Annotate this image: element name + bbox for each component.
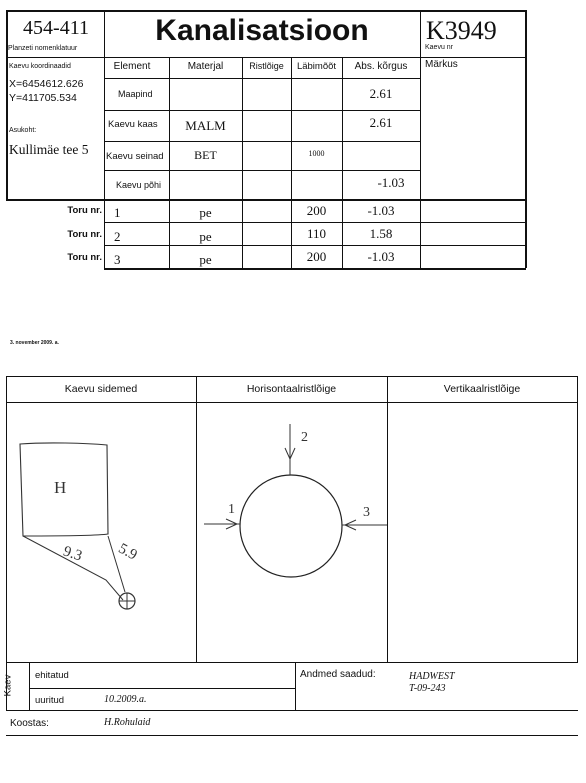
pipe-number: 3 <box>114 252 121 267</box>
section-connections-title: Kaevu sidemed <box>64 383 138 395</box>
date-note: 3. november 2009. a. <box>10 340 59 346</box>
row-element-label: Maapind <box>118 89 153 99</box>
row-height-value: 2.61 <box>369 115 393 130</box>
pipe-diameter: 110 <box>306 226 327 241</box>
data-from-company: HADWEST <box>409 671 455 682</box>
row-height-value: -1.03 <box>377 175 405 190</box>
location-label: Asukoht: <box>9 127 37 134</box>
pipe-label: Toru nr. <box>67 252 102 263</box>
pipe-material: pe <box>199 205 212 220</box>
row-element-label: Kaevu kaas <box>108 119 158 130</box>
row-diameter-value: 1000 <box>308 149 325 158</box>
col-element: Element <box>113 61 151 72</box>
footer-side-label: Kaev <box>2 674 14 697</box>
inspected-value: 10.2009.a. <box>104 694 147 705</box>
row-element-label: Kaevu põhi <box>116 180 162 190</box>
inspected-label: uuritud <box>35 695 65 706</box>
built-label: ehitatud <box>35 670 69 681</box>
connections-sketch <box>6 402 196 662</box>
pipe-material: pe <box>199 252 212 267</box>
pipe-height: -1.03 <box>367 249 395 264</box>
page-title: Kanalisatsioon <box>155 14 369 47</box>
compiled-label: Koostas: <box>10 718 49 729</box>
pipe-height: 1.58 <box>369 226 393 241</box>
data-from-code: T-09-243 <box>409 683 446 694</box>
pipe-label: Toru nr. <box>67 205 102 216</box>
section-vertical-title: Vertikaalristlõige <box>443 383 521 395</box>
coords-label: Kaevu koordinaadid <box>9 63 71 70</box>
pipe-diameter: 200 <box>306 203 327 218</box>
row-material-value: BET <box>194 148 217 162</box>
pipe-marker-2: 2 <box>301 430 308 445</box>
pipe-number: 2 <box>114 229 121 244</box>
sketch-length-a: 9.3 <box>61 543 84 565</box>
pipe-diameter: 200 <box>306 249 327 264</box>
col-material: Materjal <box>187 61 224 72</box>
pipe-marker-1: 1 <box>228 502 235 517</box>
sketch-length-b: 5.9 <box>115 540 140 564</box>
pipe-height: -1.03 <box>367 203 395 218</box>
nomenclature-code: 454-411 <box>23 17 89 39</box>
pipe-number: 1 <box>114 205 121 220</box>
data-from-label: Andmed saadud: <box>300 669 376 680</box>
nomenclature-label: Planzeti nomenklatuur <box>8 45 78 52</box>
row-material-value: MALM <box>185 118 226 133</box>
pipe-label: Toru nr. <box>67 229 102 240</box>
row-height-value: 2.61 <box>369 86 393 101</box>
pipe-material: pe <box>199 229 212 244</box>
well-number-label: Kaevu nr <box>425 44 454 51</box>
horizontal-section-sketch <box>196 402 387 662</box>
col-notes: Märkus <box>425 59 458 70</box>
col-cross-section: Ristlõige <box>249 61 284 71</box>
row-element-label: Kaevu seinad <box>106 151 164 162</box>
well-number: K3949 <box>426 16 497 45</box>
col-abs-height: Abs. kõrgus <box>354 61 408 72</box>
compiled-value: H.Rohulaid <box>104 717 151 728</box>
coord-x: X=6454612.626 <box>9 78 84 90</box>
col-diameter: Läbimõõt <box>296 61 337 72</box>
coord-y: Y=411705.534 <box>9 92 77 104</box>
section-horizontal-title: Horisontaalristlõige <box>246 383 337 395</box>
location-value: Kullimäe tee 5 <box>9 142 89 157</box>
sketch-box-label: H <box>54 478 67 497</box>
pipe-marker-3: 3 <box>363 505 370 520</box>
